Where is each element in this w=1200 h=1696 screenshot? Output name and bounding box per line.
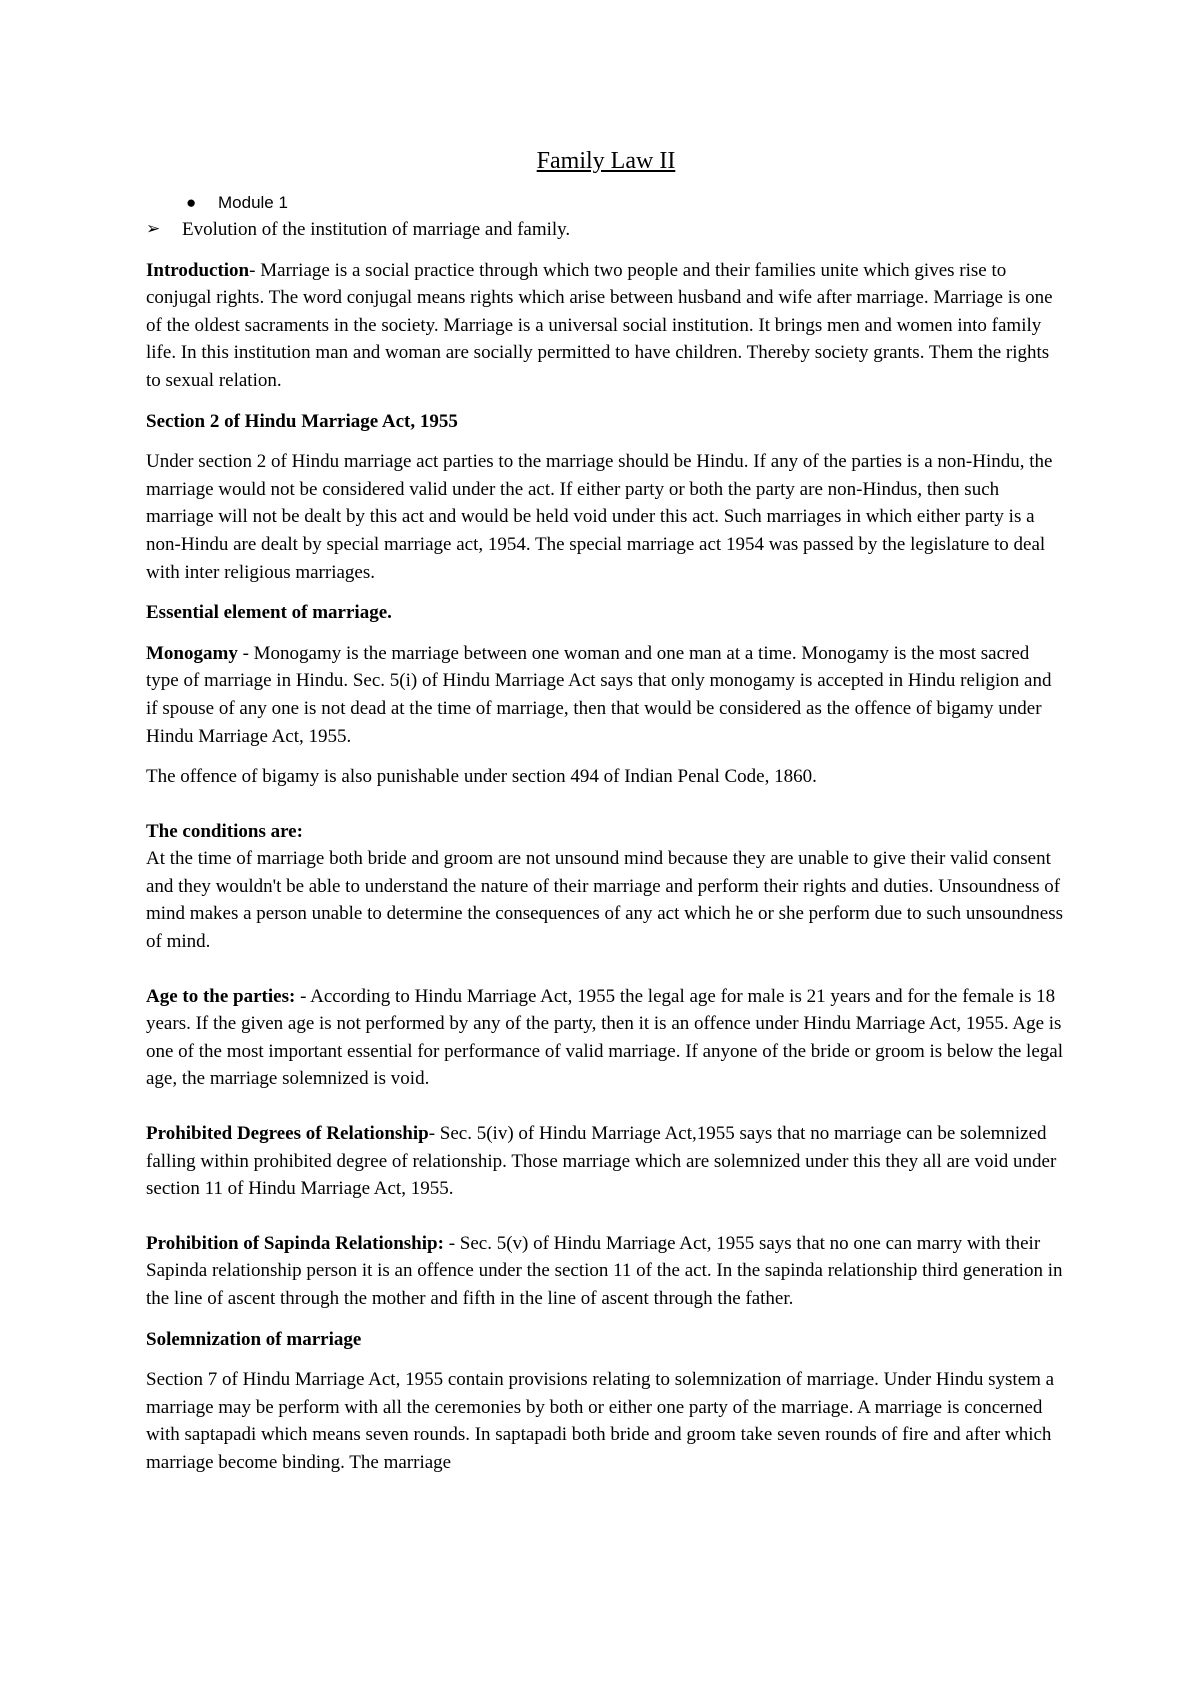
- solemnization-paragraph: Section 7 of Hindu Marriage Act, 1955 contain provisions relating to solemnization of marriage. Under Hindu system a marriage may be perform with all the ceremonies by both or either one party of the marriage. A marriage is concerned with saptapadi which means seven rounds. In saptapadi both bride and groom take seven rounds of fire and after which marriage become binding. The marriage: [146, 1369, 1055, 1473]
- prohibited-text: - Sec. 5(iv) of Hindu Marriage Act,1955 says that no marriage can be solemnized falling within prohibited degree of relationship. Those marriage which are solemnized under this they all are void under section 11 of Hindu Marriage Act, 1955.: [146, 1123, 1057, 1200]
- age-text: - According to Hindu Marriage Act, 1955 the legal age for male is 21 years and for the female is 18 years. If the given age is not performed by any of the party, then it is an offence under Hindu Marriage Act, 1955. Age is one of the most important essential for performance of valid marriage. If anyone of the bride or groom is below the legal age, the marriage solemnized is void.: [146, 985, 1063, 1090]
- monogamy-paragraph: [146, 640, 1066, 750]
- conditions-paragraph: At the time of marriage both bride and groom are not unsound mind because they are unable to give their valid consent and they wouldn't be able to understand the nature of their marriage and perform their rights and duties. Unsoundness of mind makes a person unable to determine the consequences of any act which he or she perform due to such unsoundness of mind.: [146, 848, 1064, 953]
- age-paragraph: [146, 983, 1066, 1093]
- intro-term: Introduction: [146, 259, 250, 281]
- intro-text: - Marriage is a social practice through which two people and their families unite which gives rise to conjugal rights. The word conjugal means rights which arise between husband and wife after marriage. Marriage is one of the oldest sacraments in the society. Marriage is a universal social institution. It brings men and women into family life. In this institution man and woman are socially permitted to have children. Thereby society grants. Them the rights to sexual relation.: [146, 259, 1053, 391]
- subtopic-item: [146, 216, 1066, 244]
- intro-paragraph: [146, 257, 1066, 395]
- document-title: Family Law II: [536, 148, 676, 174]
- sapinda-paragraph: [146, 1230, 1066, 1313]
- prohibited-term: Prohibited Degrees of Relationship: [146, 1123, 429, 1145]
- sapinda-text: - Sec. 5(v) of Hindu Marriage Act, 1955 says that no one can marry with their Sapinda relationship person it is an offence under the section 11 of the act. In the sapinda relationship third generation in the line of ascent through the mother and fifth in the line of ascent through the father.: [146, 1232, 1063, 1309]
- prohibited-paragraph: [146, 1120, 1066, 1203]
- monogamy-text: - Monogamy is the marriage between one woman and one man at a time. Monogamy is the most sacred type of marriage in Hindu. Sec. 5(i) of Hindu Marriage Act says that only monogamy is accepted in Hindu religion and if spouse of any one is not dead at the time of marriage, then that would be considered as the offence of bigamy under Hindu Marriage Act, 1955.: [146, 642, 1052, 747]
- solemnization-heading: Solemnization of marriage: [146, 1328, 362, 1350]
- conditions-heading: The conditions are:: [146, 820, 303, 842]
- bullet-dot-icon: ●: [186, 193, 197, 212]
- age-term: Age to the parties:: [146, 985, 296, 1007]
- bigamy-paragraph: The offence of bigamy is also punishable under section 494 of Indian Penal Code, 1860.: [146, 766, 817, 788]
- module-bullet-item: [146, 190, 1066, 216]
- module-label: Module 1: [218, 193, 288, 212]
- section2-paragraph: Under section 2 of Hindu marriage act parties to the marriage should be Hindu. If any of the parties is a non-Hindu, the marriage would not be considered valid under the act. If either party or both the party are non-Hindus, then such marriage will not be dealt by this act and would be held void under this act. Such marriages in which either party is a non-Hindu are dealt by special marriage act, 1954. The special marriage act 1954 was passed by the legislature to deal with inter religious marriages.: [146, 451, 1053, 583]
- sapinda-term: Prohibition of Sapinda Relationship:: [146, 1232, 444, 1254]
- monogamy-term: Monogamy: [146, 642, 238, 664]
- subtopic-text: Evolution of the institution of marriage and family.: [182, 219, 571, 240]
- arrow-bullet-icon: ➢: [146, 219, 161, 239]
- essential-heading: Essential element of marriage.: [146, 602, 392, 624]
- document-page: [146, 146, 1066, 1490]
- section2-heading: Section 2 of Hindu Marriage Act, 1955: [146, 410, 458, 432]
